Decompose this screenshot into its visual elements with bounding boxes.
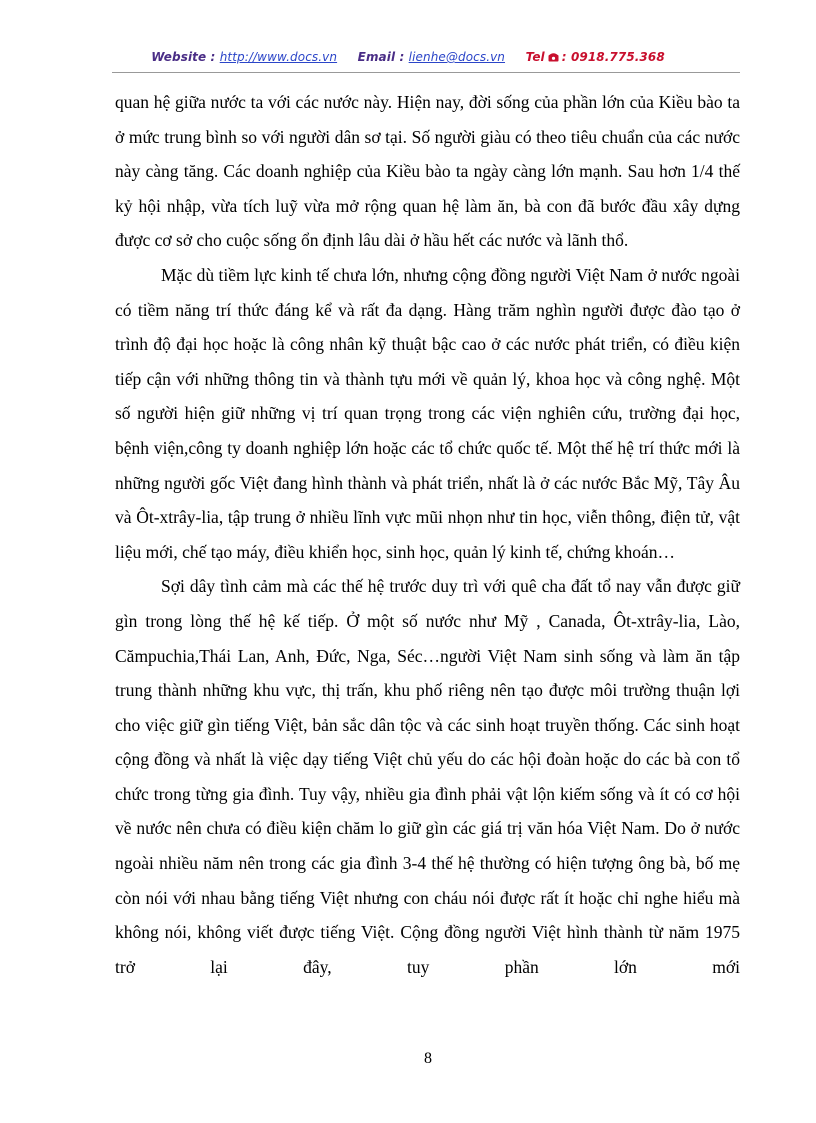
page-header — [0, 50, 816, 64]
page-number: 8 — [424, 1050, 432, 1067]
paragraph: Sợi dây tình cảm mà các thế hệ trước duy trì với quê cha đất tổ nay vẫn được giữ gìn trong lòng thế hệ kế tiếp. Ở một số nước như Mỹ , Canada, Ôt-xtrây-lia, Lào, Cămpuchia,Thái Lan, Anh, Đức, Nga, Séc…người Việt Nam sinh sống và làm ăn tập trung thành những khu vực, thị trấn, khu phố riêng nên tạo được môi trường thuận lợi cho việc giữ gìn tiếng Việt, bản sắc dân tộc và các sinh hoạt truyền thống. Các sinh hoạt cộng đồng và nhất là việc dạy tiếng Việt chủ yếu do các hội đoàn hoặc do các bà con tổ chức trong từng gia đình. Tuy vậy, nhiều gia đình phải vật lộn kiếm sống và ít có cơ hội về nước nên chưa có điều kiện chăm lo giữ gìn các giá trị văn hóa Việt Nam. Do ở nước ngoài nhiều năm nên trong các gia đình 3-4 thế hệ thường có hiện tượng ông bà, bố mẹ còn nói với nhau bằng tiếng Việt nhưng con cháu nói được rất ít hoặc chỉ nghe hiểu mà không nói, không viết được tiếng Việt. Cộng đồng người Việt hình thành từ năm 1975 trở lại đây, tuy phần lớn mới — [115, 576, 740, 977]
website-link[interactable]: http://www.docs.vn — [219, 50, 338, 64]
header-divider — [112, 72, 740, 73]
tel-label: Tel — [525, 50, 545, 64]
phone-number: : 0918.775.368 — [561, 50, 665, 64]
email-label: Email : — [357, 50, 405, 64]
paragraph: quan hệ giữa nước ta với các nước này. Hiện nay, đời sống của phần lớn của Kiều bào ta ở mức trung bình so với người dân sơ tại. Số người giàu có theo tiêu chuẩn của các nước này càng tăng. Các doanh nghiệp của Kiều bào ta ngày càng lớn mạnh. Sau hơn 1/4 thế kỷ hội nhập, vừa tích luỹ vừa mở rộng quan hệ làm ăn, bà con đã bước đầu xây dựng được cơ sở cho cuộc sống ổn định lâu dài ở hầu hết các nước và lãnh thổ. — [115, 92, 740, 251]
website-label: Website : — [151, 50, 216, 64]
document-body — [115, 85, 740, 984]
email-link[interactable]: lienhe@docs.vn — [408, 50, 506, 64]
phone-icon — [548, 51, 559, 61]
paragraph: Mặc dù tiềm lực kinh tế chưa lớn, nhưng cộng đồng người Việt Nam ở nước ngoài có tiềm năng trí thức đáng kể và rất đa dạng. Hàng trăm nghìn người được đào tạo ở trình độ đại học hoặc là công nhân kỹ thuật bậc cao ở các nước phát triển, có điều kiện tiếp cận với những thông tin và thành tựu mới về quản lý, khoa học và công nghệ. Một số người hiện giữ những vị trí quan trọng trong các viện nghiên cứu, trường đại học, bệnh viện,công ty doanh nghiệp lớn hoặc các tổ chức quốc tế. Một thế hệ trí thức mới là những người gốc Việt đang hình thành và phát triển, nhất là ở các nước Bắc Mỹ, Tây Âu và Ôt-xtrây-lia, tập trung ở nhiều lĩnh vực mũi nhọn như tin học, viễn thông, điện tử, vật liệu mới, chế tạo máy, điều khiển học, sinh học, quản lý kinh tế, chứng khoán… — [115, 264, 740, 562]
